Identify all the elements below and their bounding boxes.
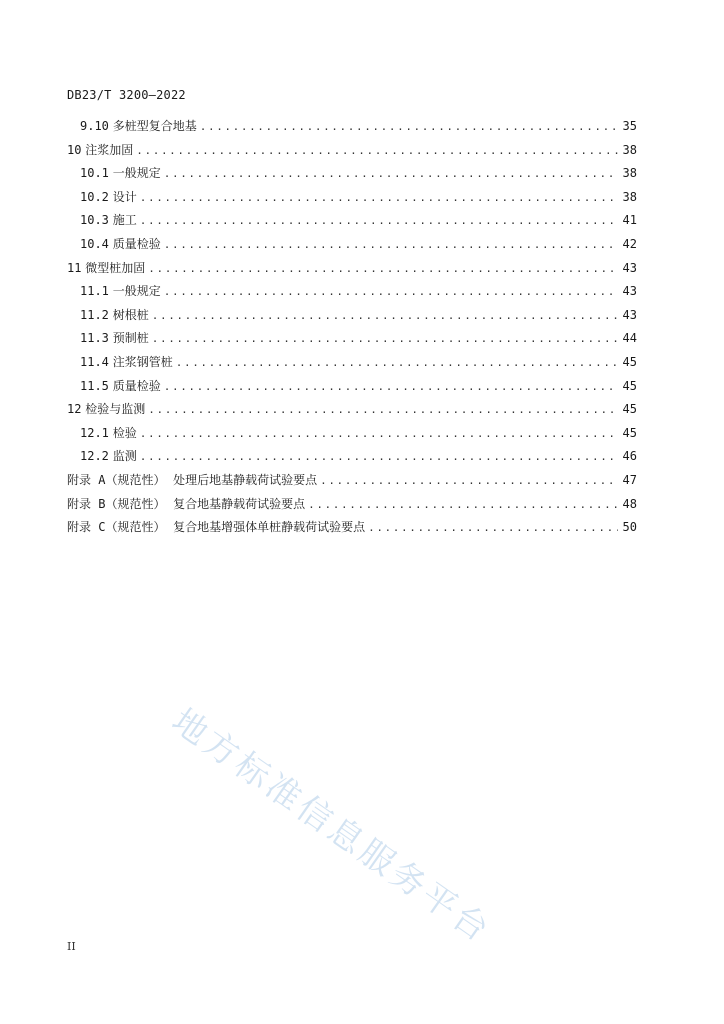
- toc-entry-title: 复合地基增强体单桩静载荷试验要点: [173, 520, 366, 535]
- toc-dot-leader: [140, 422, 618, 446]
- toc-entry-page: 35: [622, 119, 637, 133]
- toc-dot-leader: [140, 186, 618, 210]
- toc-entry[interactable]: [67, 257, 637, 281]
- toc-entry[interactable]: [67, 516, 637, 540]
- toc-entry-page: 50: [622, 520, 637, 535]
- watermark-text: 地方标准信息服务平台: [164, 700, 499, 952]
- document-code: DB23/T 3200—2022: [67, 88, 186, 102]
- toc-entry-number: 附录 C（规范性）: [67, 520, 166, 535]
- toc-entry-number: 9.10: [80, 119, 109, 133]
- toc-entry-page: 38: [622, 189, 637, 204]
- toc-entry-page: 46: [622, 449, 637, 464]
- toc-dot-leader: [368, 516, 618, 540]
- page-number: II: [67, 940, 76, 953]
- toc-dot-leader: [176, 351, 618, 375]
- toc-dot-leader: [320, 469, 618, 493]
- toc-entry-title: 一般规定: [112, 284, 161, 299]
- toc-entry[interactable]: [67, 209, 637, 233]
- toc-entry-title: 一般规定: [112, 166, 161, 181]
- toc-entry[interactable]: [67, 493, 637, 517]
- toc-entry[interactable]: [67, 162, 637, 186]
- toc-entry-title: 监测: [112, 449, 137, 464]
- toc-entry-page: 47: [622, 472, 637, 487]
- toc-entry-page: 48: [622, 496, 637, 511]
- toc-entry[interactable]: [67, 375, 637, 399]
- toc-entry[interactable]: [67, 351, 637, 375]
- toc-entry-number: 11: [67, 260, 82, 275]
- toc-entry[interactable]: [67, 139, 637, 163]
- toc-entry-page: 45: [622, 378, 637, 393]
- toc-entry[interactable]: [67, 398, 637, 422]
- toc-entry-page: 45: [622, 354, 637, 369]
- toc-entry-title: 检验与监测: [85, 402, 146, 417]
- toc-dot-leader: [152, 327, 618, 351]
- toc-entry-number: 10.2: [80, 189, 109, 204]
- toc-entry-title: 检验: [112, 425, 137, 440]
- toc-entry-page: 43: [622, 284, 637, 299]
- toc-entry[interactable]: [67, 422, 637, 446]
- toc-entry-title: 设计: [112, 189, 137, 204]
- toc-dot-leader: [148, 398, 618, 422]
- toc-entry[interactable]: [67, 115, 637, 139]
- toc-entry[interactable]: [67, 327, 637, 351]
- toc-entry-title: 微型桩加固: [85, 260, 146, 275]
- toc-dot-leader: [140, 445, 618, 469]
- toc-entry-page: 43: [622, 260, 637, 275]
- toc-entry-number: 11.2: [80, 307, 109, 322]
- toc-entry-title: 处理后地基静载荷试验要点: [173, 472, 318, 487]
- toc-entry-page: 44: [622, 331, 637, 346]
- toc-dot-leader: [164, 280, 618, 304]
- toc-entry-title: 复合地基静载荷试验要点: [173, 496, 306, 511]
- toc-entry-number: 10: [67, 142, 82, 157]
- toc-entry-page: 42: [622, 236, 637, 251]
- toc-entry-number: 附录 B（规范性）: [67, 496, 166, 511]
- toc-entry-number: 附录 A（规范性）: [67, 472, 166, 487]
- toc-dot-leader: [200, 115, 618, 139]
- toc-entry-number: 12: [67, 402, 82, 417]
- toc-entry[interactable]: [67, 186, 637, 210]
- toc-entry-number: 11.5: [80, 378, 109, 393]
- toc-entry-page: 45: [622, 402, 637, 417]
- toc-entry-number: 12.1: [80, 425, 109, 440]
- toc-entry-number: 11.4: [80, 354, 109, 369]
- toc-entry[interactable]: [67, 304, 637, 328]
- toc-entry[interactable]: [67, 445, 637, 469]
- toc-entry-title: 质量检验: [112, 236, 161, 251]
- toc-entry-number: 12.2: [80, 449, 109, 464]
- toc-dot-leader: [148, 257, 618, 281]
- toc-dot-leader: [164, 375, 618, 399]
- toc-dot-leader: [136, 139, 618, 163]
- toc-entry-page: 45: [622, 425, 637, 440]
- toc-entry-title: 注浆加固: [85, 142, 134, 157]
- toc-dot-leader: [164, 233, 618, 257]
- toc-entry-title: 施工: [112, 213, 137, 228]
- toc-entry-title: 树根桩: [112, 307, 149, 322]
- toc-entry[interactable]: [67, 469, 637, 493]
- toc-entry-page: 41: [622, 213, 637, 228]
- toc-entry-title: 注浆钢管桩: [112, 354, 173, 369]
- toc-dot-leader: [164, 162, 618, 186]
- toc-entry[interactable]: [67, 233, 637, 257]
- toc-entry-page: 38: [622, 142, 637, 157]
- toc-entry-title: 多桩型复合地基: [112, 119, 197, 133]
- toc-entry-number: 11.3: [80, 331, 109, 346]
- toc-entry[interactable]: [67, 280, 637, 304]
- toc-entry-number: 10.4: [80, 236, 109, 251]
- toc-dot-leader: [152, 304, 618, 328]
- toc-entry-number: 10.3: [80, 213, 109, 228]
- toc-entry-page: 38: [622, 166, 637, 181]
- toc-dot-leader: [140, 209, 618, 233]
- table-of-contents: [67, 115, 637, 540]
- toc-entry-number: 10.1: [80, 166, 109, 181]
- toc-entry-number: 11.1: [80, 284, 109, 299]
- toc-entry-title: 预制桩: [112, 331, 149, 346]
- toc-entry-title: 质量检验: [112, 378, 161, 393]
- toc-entry-page: 43: [622, 307, 637, 322]
- toc-dot-leader: [308, 493, 618, 517]
